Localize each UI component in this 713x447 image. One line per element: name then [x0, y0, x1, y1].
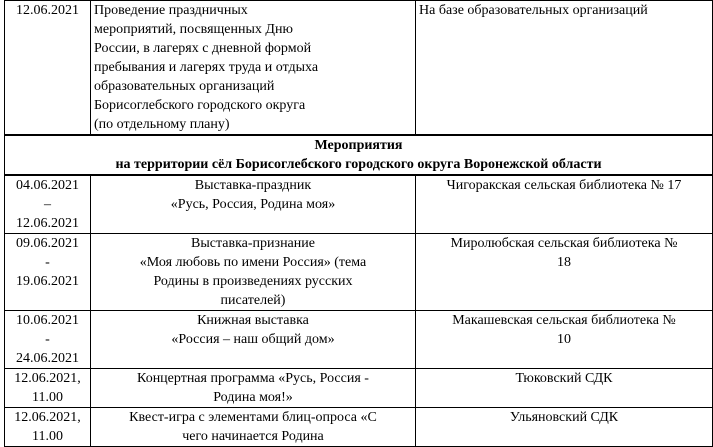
place-line: 18: [557, 255, 571, 270]
event-line: «Моя любовь по имени Россия» (тема: [139, 255, 367, 270]
date-cell: [5, 369, 91, 408]
event-cell: [91, 175, 416, 234]
place-line: Ульяновский СДК: [509, 410, 619, 425]
table-row: [5, 175, 713, 234]
date-line: 11.00: [32, 390, 63, 405]
event-line: пребывания и лагерях труда и отдыха: [94, 60, 319, 75]
event-line: Выставка-праздник: [194, 178, 312, 193]
date-line: 19.06.2021: [16, 274, 79, 289]
date-cell: [5, 175, 91, 234]
event-line: «Россия – наш общий дом»: [171, 332, 335, 347]
date-line: 12.06.2021,: [14, 410, 81, 425]
place-cell: [416, 1, 713, 136]
section-header-row: [5, 135, 713, 175]
place-cell: [416, 408, 713, 447]
date-line: 12.06.2021,: [14, 371, 81, 386]
event-line: Книжная выставка: [197, 313, 309, 328]
event-cell: [91, 311, 416, 369]
event-line: Борисоглебского городского округа: [94, 98, 306, 113]
date-line: –: [44, 197, 51, 212]
event-line: писателей): [220, 293, 286, 308]
table-row: [5, 311, 713, 369]
event-line: мероприятий, посвященных Дню: [94, 22, 293, 37]
date-cell: [5, 1, 91, 136]
event-line: Концертная программа «Русь, Россия -: [137, 371, 369, 386]
place-cell: [416, 175, 713, 234]
event-line: России, в лагерях с дневной формой: [94, 41, 312, 56]
date-line: 12.06.2021: [16, 3, 79, 18]
date-cell: [5, 234, 91, 311]
table-row: [5, 1, 713, 136]
date-line: -: [45, 332, 50, 347]
table-row: [5, 408, 713, 447]
event-cell: [91, 1, 416, 136]
place-cell: [416, 369, 713, 408]
date-cell: [5, 311, 91, 369]
event-line: (по отдельному плану): [94, 117, 230, 132]
place-line: 10: [557, 332, 571, 347]
event-cell: [91, 234, 416, 311]
event-cell: [91, 369, 416, 408]
event-line: Родина моя!»: [213, 390, 293, 405]
date-line: 11.00: [32, 429, 63, 444]
event-cell: [91, 408, 416, 447]
table-row: [5, 369, 713, 408]
events-table: [4, 0, 713, 447]
place-cell: [416, 234, 713, 311]
place-line: Тюковский СДК: [515, 371, 613, 386]
place-line: Макашевская сельская библиотека №: [452, 313, 676, 328]
date-line: 04.06.2021: [16, 178, 79, 193]
place-line: Чигоракская сельская библиотека № 17: [446, 178, 682, 193]
section-title: Мероприятия: [314, 138, 403, 153]
date-cell: [5, 408, 91, 447]
event-line: образовательных организаций: [94, 79, 275, 94]
event-line: Выставка-признание: [191, 236, 315, 251]
date-line: 12.06.2021: [16, 216, 79, 231]
date-line: 10.06.2021: [16, 313, 79, 328]
section-header: [5, 135, 713, 175]
event-line: «Русь, Россия, Родина моя»: [170, 197, 336, 212]
event-line: чего начинается Родина: [182, 429, 324, 444]
event-line: Квест-игра с элементами блиц-опроса «С: [129, 410, 377, 425]
event-line: Проведение праздничных: [94, 3, 248, 18]
date-line: 09.06.2021: [16, 236, 79, 251]
table-row: [5, 234, 713, 311]
section-subtitle: на территории сёл Борисоглебского городского округа Воронежской области: [115, 157, 602, 172]
place-cell: [416, 311, 713, 369]
event-line: Родины в произведениях русских: [153, 274, 353, 289]
place-line: Миролюбская сельская библиотека №: [450, 236, 678, 251]
place-line: На базе образовательных организаций: [419, 3, 648, 18]
date-line: 24.06.2021: [16, 351, 79, 366]
date-line: -: [45, 255, 50, 270]
